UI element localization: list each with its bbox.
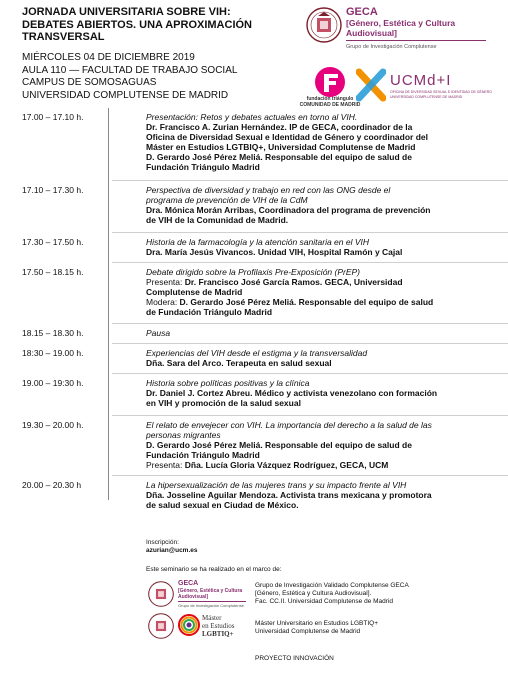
session-topic: Perspectiva de diversidad y trabajo en red con las ONG desde el <box>146 185 391 195</box>
session-speaker: Oficina de Diversidad Sexual e Identidad de Género y coordinador del <box>146 132 428 142</box>
ucm-diversidad-logo: UCMd+I OFICINA DE DIVERSIDAD SEXUAL E IDENTIDAD DE GÉNERO UNIVERSIDAD COMPLUTENSE DE MADRID <box>356 68 496 102</box>
event-room: AULA 110 — FACULTAD DE TRABAJO SOCIAL <box>22 64 238 76</box>
event-campus: CAMPUS DE SOMOSAGUAS <box>22 77 157 88</box>
geca-logo-small: GECA [Género, Estética y Cultura Audiovisual] Grupo de Investigación Complutense <box>178 580 250 608</box>
session-speaker: Complutense de Madrid <box>146 287 243 297</box>
event-university: UNIVERSIDAD COMPLUTENSE DE MADRID <box>22 89 229 101</box>
schedule-content <box>146 267 492 317</box>
speaker-name: Dr. Francisco José García Ramos. GECA, Universidad <box>184 277 403 287</box>
session-speaker: Dra. María Jesús Vivancos. Unidad VIH, Hospital Ramón y Cajal <box>146 247 403 257</box>
session-speaker: D. Gerardo José Pérez Meliá. Responsable del equipo de salud de <box>146 440 412 450</box>
ucm-seal-logo-small <box>148 612 174 640</box>
session-topic: Presentación: Retos y debates actuales en torno al VIH. <box>146 112 358 122</box>
ucm-seal-logo <box>306 6 342 44</box>
schedule-time: 19.00 – 19:30 h. <box>22 378 84 388</box>
ucmdi-text: UCMd+I <box>390 72 452 89</box>
session-topic: Historia sobre políticas positivas y la clínica <box>146 378 310 388</box>
schedule-divider <box>112 232 508 233</box>
schedule-divider <box>112 180 508 181</box>
event-date: MIÉRCOLES 04 DE DICIEMBRE 2019 <box>22 52 195 63</box>
title-line: TRANSVERSAL <box>22 31 105 43</box>
proyecto-innovacion: PROYECTO INNOVACIÓN <box>255 655 334 662</box>
inscripcion-email[interactable]: azurian@ucm.es <box>146 547 198 554</box>
session-speaker: Dña. Josseline Aguilar Mendoza. Activista trans mexicana y promotora <box>146 490 432 500</box>
session-topic: La hipersexualización de las mujeres trans y su impacto frente al VIH <box>146 480 407 490</box>
geca-name: GECA <box>346 6 378 18</box>
schedule-divider <box>112 343 508 344</box>
schedule-time: 17.10 – 17.30 h. <box>22 185 84 195</box>
session-speaker: Máster en Estudios LGTBIQ+, Universidad Complutense de Madrid <box>146 142 416 152</box>
master-logo-text: Máster en Estudios LGBTIQ+ <box>202 614 235 638</box>
session-topic: Experiencias del VIH desde el estigma y la transversalidad <box>146 348 368 358</box>
schedule-content <box>146 112 492 172</box>
schedule-divider <box>112 415 508 416</box>
schedule-time: 19.30 – 20.00 h. <box>22 420 84 430</box>
schedule-content <box>146 348 492 368</box>
speaker-name: Dña. Lucía Gloria Vázquez Rodríguez, GECA, UCM <box>184 460 389 470</box>
geca-description: Grupo de Investigación Validado Complutense GECA [Género, Estética y Cultura Audiovisual]. Fac. CC.II. Universidad Complutense de Madrid <box>255 582 409 605</box>
event-title <box>22 6 302 44</box>
session-topic: programa de prevención de VIH de la CdM <box>146 195 308 205</box>
schedule-time: 18.15 – 18.30 h. <box>22 328 84 338</box>
session-speaker: en VIH y promoción de la salud sexual <box>146 398 301 408</box>
role-label: Presenta: <box>146 277 185 287</box>
schedule-content <box>146 185 492 225</box>
schedule-content <box>146 420 492 470</box>
session-topic: Debate dirigido sobre la Profilaxis Pre-Exposición (PrEP) <box>146 267 361 277</box>
session-speaker: Dr. Francisco A. Zurian Hernández. IP de GECA, coordinador de la <box>146 122 413 132</box>
ucm-x-icon <box>356 68 386 102</box>
schedule-divider <box>112 262 508 263</box>
schedule-divider <box>112 475 508 476</box>
session-speaker <box>146 460 492 470</box>
master-rainbow-icon <box>178 614 200 636</box>
schedule-time: 17.30 – 17.50 h. <box>22 237 84 247</box>
session-speaker: Dra. Mónica Morán Arribas, Coordinadora del programa de prevención <box>146 205 431 215</box>
schedule-divider <box>112 323 508 324</box>
session-speaker: Fundación Triángulo Madrid <box>146 450 260 460</box>
schedule-content <box>146 237 492 257</box>
session-topic: Historia de la farmacología y la atención sanitaria en el VIH <box>146 237 370 247</box>
session-speaker: de VIH de la Comunidad de Madrid. <box>146 215 289 225</box>
session-speaker: Dña. Sara del Arco. Terapeuta en salud sexual <box>146 358 332 368</box>
schedule-content <box>146 378 492 408</box>
session-speaker: de Fundación Triángulo Madrid <box>146 307 273 317</box>
schedule-content <box>146 328 492 338</box>
title-line: JORNADA UNIVERSITARIA SOBRE VIH: <box>22 6 231 18</box>
schedule-vertical-rule <box>108 108 109 500</box>
schedule-content <box>146 480 492 510</box>
role-label: Modera: <box>146 297 180 307</box>
schedule-time: 20.00 – 20.30 h <box>22 480 82 490</box>
marco-text: Este seminario se ha realizado en el marco de: <box>146 566 282 573</box>
role-label: Presenta: <box>146 460 185 470</box>
schedule-divider <box>112 373 508 374</box>
schedule-time: 17.00 – 17.10 h. <box>22 112 84 122</box>
speaker-name: D. Gerardo José Pérez Meliá. Responsable del equipo de salud <box>179 297 434 307</box>
schedule-time: 17.50 – 18.15 h. <box>22 267 84 277</box>
title-line: DEBATES ABIERTOS. UNA APROXIMACIÓN <box>22 18 252 31</box>
geca-group: Grupo de Investigación Complutense <box>346 44 437 50</box>
session-speaker <box>146 277 492 287</box>
event-info <box>22 52 302 102</box>
session-topic: personas migrantes <box>146 430 221 440</box>
inscripcion-label: Inscripción: <box>146 539 179 546</box>
triangulo-caption: fundación triángulo COMUNIDAD DE MADRID <box>299 96 361 108</box>
geca-subtitle: Audiovisual] <box>346 28 398 38</box>
session-topic: Pausa <box>146 328 171 338</box>
schedule-time: 18:30 – 19.00 h. <box>22 348 84 358</box>
ucm-seal-logo-small <box>148 580 174 608</box>
inscripcion <box>146 539 198 555</box>
session-speaker: Fundación Triángulo Madrid <box>146 162 260 172</box>
session-speaker: de salud sexual en Ciudad de México. <box>146 500 299 510</box>
session-speaker: D. Gerardo José Pérez Meliá. Responsable del equipo de salud de <box>146 152 412 162</box>
session-speaker <box>146 297 492 307</box>
session-speaker: Dr. Daniel J. Cortez Abreu. Médico y activista venezolano con formación <box>146 388 438 398</box>
geca-logo <box>346 6 496 51</box>
master-description: Máster Universitario en Estudios LGBTIQ+ Universidad Complutense de Madrid <box>255 620 379 635</box>
geca-subtitle: [Género, Estética y Cultura <box>346 18 456 28</box>
session-topic: El relato de envejecer con VIH. La importancia del derecho a la salud de las <box>146 420 432 430</box>
